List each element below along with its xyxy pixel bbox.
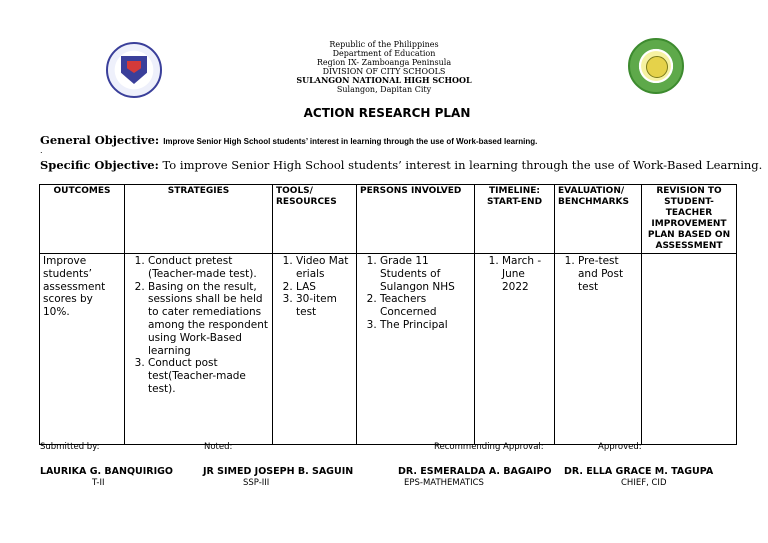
- evaluation-cell: [555, 254, 642, 445]
- outcome-cell: Improve students’ assessment scores by 10%.: [40, 254, 125, 445]
- list-item: 2. LAS: [296, 281, 353, 294]
- list-item: 3. 30-item test: [296, 293, 353, 319]
- header-address: Sulangon, Dapitan City: [336, 85, 432, 94]
- signatory-4-name: DR. ELLA GRACE M. TAGUPA: [564, 466, 714, 477]
- header-division: DIVISION OF CITY SCHOOLS: [322, 67, 446, 76]
- list-item: 2. Basing on the result, sessions shall be held to cater remediations among the respondent using Work-Based learning: [148, 281, 269, 358]
- signatory-2-name: JR SIMED JOSEPH B. SAGUIN: [203, 466, 354, 477]
- header-department: Department of Education: [332, 49, 436, 58]
- header-strategies: STRATEGIES: [125, 185, 273, 254]
- general-objective: [40, 133, 537, 147]
- list-item: 1. Conduct pretest (Teacher-made test).: [148, 255, 269, 281]
- list-item: 1. March -June 2022: [502, 255, 551, 293]
- list-item: 1. Pre-test and Post test: [578, 255, 638, 293]
- signatory-2-position: SSP-III: [243, 478, 270, 488]
- tools-cell: [273, 254, 357, 445]
- approved-label: Approved:: [598, 442, 642, 452]
- header-persons: PERSONS INVOLVED: [357, 185, 475, 254]
- document-title: ACTION RESEARCH PLAN: [303, 106, 471, 120]
- header-republic: Republic of the Philippines: [329, 40, 439, 49]
- list-item: 1. Grade 11 Students of Sulangon NHS: [380, 255, 471, 293]
- list-item: 1. Video Materials: [296, 255, 353, 281]
- signatory-4-position: CHIEF, CID: [621, 478, 667, 488]
- header-tools: TOOLS/ RESOURCES: [273, 185, 357, 254]
- recommending-approval-label: Recommending Approval:: [434, 442, 544, 452]
- specific-objective-label: Specific Objective:: [40, 158, 159, 172]
- timeline-cell: [475, 254, 555, 445]
- persons-cell: [357, 254, 475, 445]
- header-revision: REVISION TO STUDENT-TEACHER IMPROVEMENT PLAN BASED ON ASSESSMENT: [642, 185, 737, 254]
- list-item: 2. Teachers Concerned: [380, 293, 471, 319]
- general-objective-label: General Objective:: [40, 133, 160, 147]
- table-row: [40, 254, 737, 445]
- signatory-1-position: T-II: [92, 478, 105, 488]
- signatory-3-name: DR. ESMERALDA A. BAGAIPO: [398, 466, 552, 477]
- action-plan-table: [39, 184, 737, 445]
- revision-cell: [642, 254, 737, 445]
- header-evaluation: EVALUATION/ BENCHMARKS: [555, 185, 642, 254]
- header-outcomes: OUTCOMES: [40, 185, 125, 254]
- submitted-by-label: Submitted by:: [40, 442, 100, 452]
- signatory-1-name: LAURIKA G. BANQUIRIGO: [40, 466, 174, 477]
- header-timeline: TIMELINE: START-END: [475, 185, 555, 254]
- header-region: Region IX- Zamboanga Peninsula: [316, 58, 452, 67]
- header-school: SULANGON NATIONAL HIGH SCHOOL: [296, 75, 472, 85]
- specific-objective-text: To improve Senior High School students’ interest in learning through the use of Work-Based Learning.: [162, 158, 763, 172]
- noted-label: Noted:: [204, 442, 233, 452]
- list-item: 3. Conduct post test(Teacher-made test).: [148, 357, 269, 395]
- specific-objective: [40, 158, 762, 172]
- list-item: 3. The Principal: [380, 319, 471, 332]
- strategies-cell: [125, 254, 273, 445]
- signatory-3-position: EPS-MATHEMATICS: [404, 478, 484, 488]
- table-header-row: [40, 185, 737, 254]
- general-objective-text: Improve Senior High School students’ interest in learning through the use of Work-based learning.: [163, 137, 538, 146]
